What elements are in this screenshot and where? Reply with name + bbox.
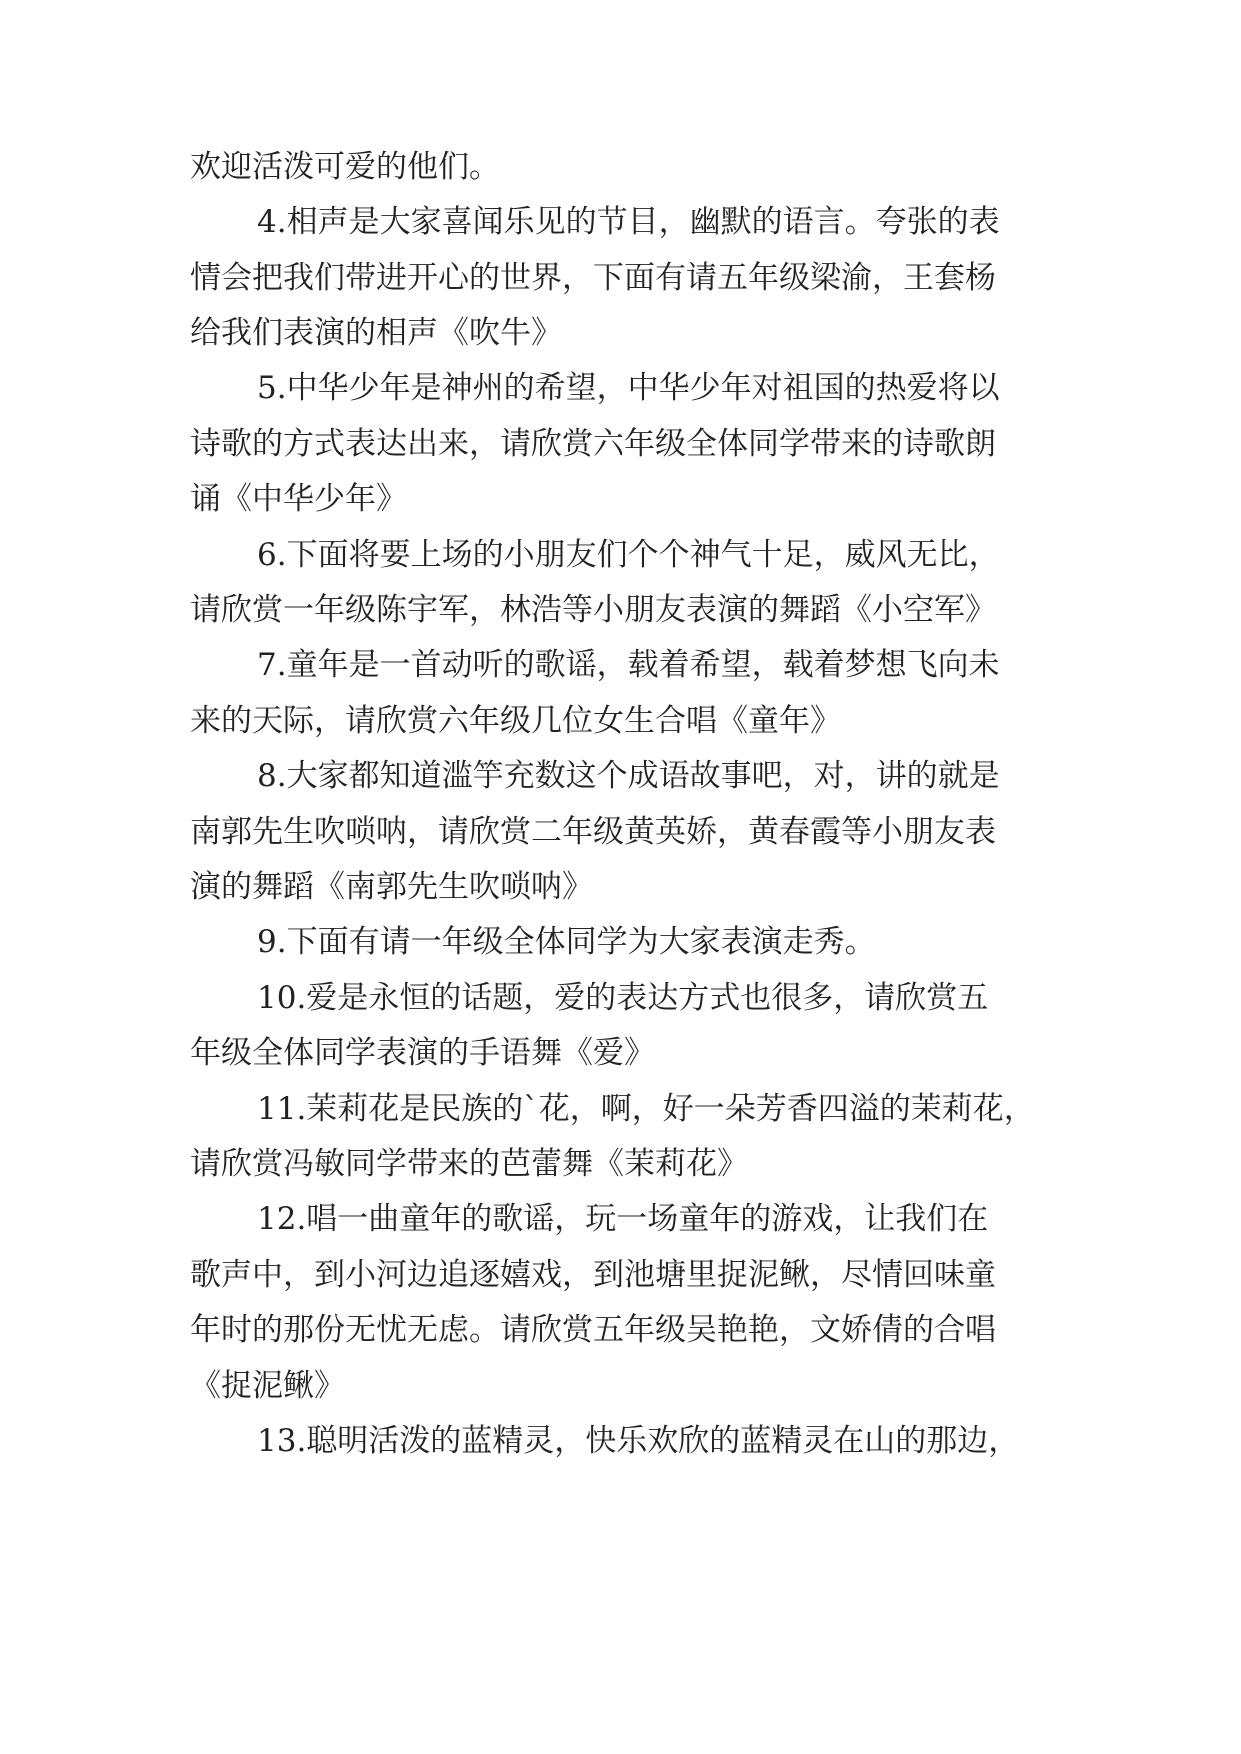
- text-line: 年级全体同学表演的手语舞《爱》: [190, 1035, 655, 1071]
- text-line: 来的天际，请欣赏六年级几位女生合唱《童年》: [190, 703, 841, 739]
- text-line: 13.聪明活泼的蓝精灵，快乐欢欣的蓝精灵在山的那边，: [257, 1423, 1020, 1459]
- text-line: 8.大家都知道滥竽充数这个成语故事吧，对，讲的就是: [257, 758, 1000, 794]
- text-line: 4.相声是大家喜闻乐见的节目，幽默的语言。夸张的表: [257, 204, 1000, 240]
- text-line: 年时的那份无忧无虑。请欣赏五年级吴艳艳，文娇倩的合唱: [190, 1312, 996, 1348]
- text-line: 情会把我们带进开心的世界，下面有请五年级梁渝，王套杨: [190, 260, 996, 296]
- text-line: 11.茉莉花是民族的`花，啊，好一朵芳香四溢的茉莉花，: [257, 1091, 1035, 1127]
- text-line: 请欣赏冯敏同学带来的芭蕾舞《茉莉花》: [190, 1146, 748, 1182]
- text-line: 请欣赏一年级陈宇军，林浩等小朋友表演的舞蹈《小空军》: [190, 592, 996, 628]
- text-line: 演的舞蹈《南郭先生吹唢呐》: [190, 869, 593, 905]
- text-line: 10.爱是永恒的话题，爱的表达方式也很多，请欣赏五: [257, 980, 989, 1016]
- text-line: 诵《中华少年》: [190, 481, 407, 517]
- text-line: 欢迎活泼可爱的他们。: [190, 149, 500, 185]
- text-line: 6.下面将要上场的小朋友们个个神气十足，威风无比，: [257, 537, 1000, 573]
- text-line: 9.下面有请一年级全体同学为大家表演走秀。: [257, 924, 876, 960]
- text-line: 给我们表演的相声《吹牛》: [190, 315, 562, 351]
- text-line: 5.中华少年是神州的希望，中华少年对祖国的热爱将以: [257, 370, 1000, 406]
- text-line: 歌声中，到小河边追逐嬉戏，到池塘里捉泥鳅，尽情回味童: [190, 1257, 996, 1293]
- text-line: 南郭先生吹唢呐，请欣赏二年级黄英娇，黄春霞等小朋友表: [190, 814, 996, 850]
- text-line: 12.唱一曲童年的歌谣，玩一场童年的游戏，让我们在: [257, 1201, 989, 1237]
- text-line: 《捉泥鳅》: [190, 1368, 345, 1404]
- text-line: 7.童年是一首动听的歌谣，载着希望，载着梦想飞向未: [257, 647, 1000, 683]
- text-line: 诗歌的方式表达出来，请欣赏六年级全体同学带来的诗歌朗: [190, 426, 996, 462]
